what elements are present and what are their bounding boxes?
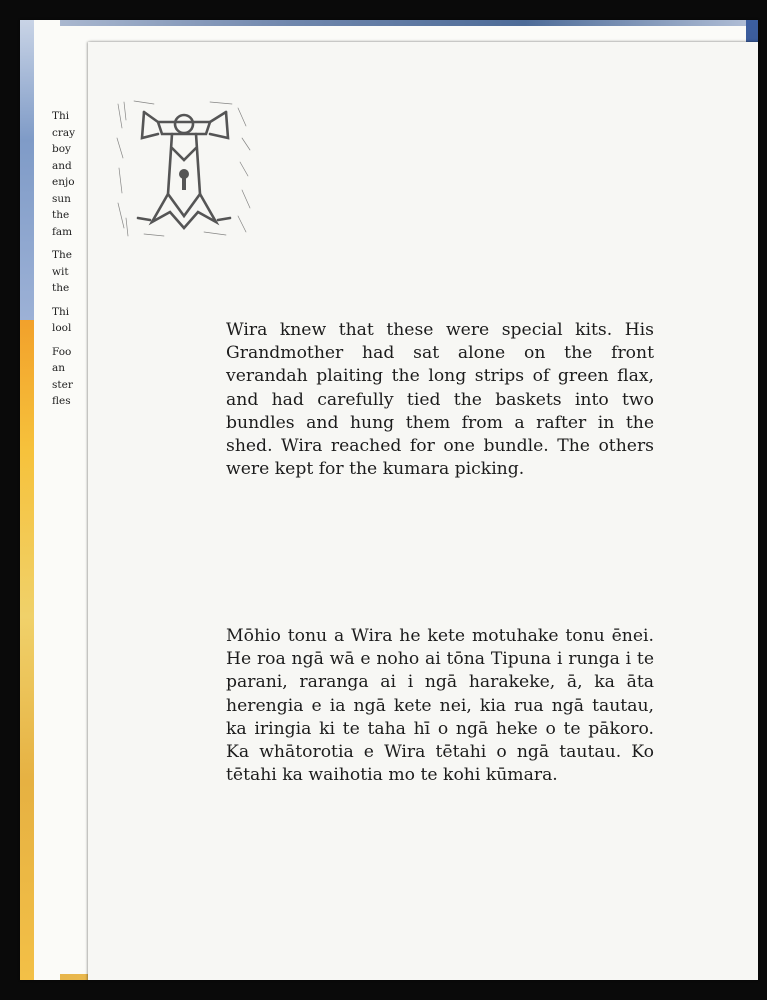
flap-line: fles <box>52 395 71 407</box>
carved-figure-icon <box>114 98 254 238</box>
flap-line: lool <box>52 322 72 334</box>
flap-line: The <box>52 249 72 261</box>
cover-edge-yellow <box>20 320 34 980</box>
flap-line: wit <box>52 265 69 278</box>
flap-line: sun <box>52 192 71 205</box>
book-cover <box>20 20 758 980</box>
flap-line: the <box>52 282 70 294</box>
cover-top-edge <box>60 20 758 26</box>
flap-line: Thi <box>52 305 70 318</box>
book-page <box>88 42 758 980</box>
flap-line: and <box>52 159 72 172</box>
flap-line: Thi <box>52 110 70 122</box>
flap-line: an <box>52 362 66 374</box>
paragraph-english: Wira knew that these were special kits. His Grandmother had sat alone on the front verandah plaiting the long strips of green flax, and had carefully tied the baskets into two bundles and hung them from a rafter in the shed. Wira reached for one bundle. The others were kept for the kumara picking. <box>226 320 654 480</box>
flap-line: ster <box>52 378 73 391</box>
cover-edge-blue <box>20 20 34 320</box>
flap-line: boy <box>52 143 71 155</box>
flap-line: Foo <box>52 345 72 358</box>
flap-line: cray <box>52 126 76 139</box>
flap-line: fam <box>52 225 73 238</box>
paragraph-maori: Mōhio tonu a Wira he kete motuhake tonu ēnei. He roa ngā wā e noho ai tōna Tipuna i runga i te parani, raranga ai i ngā harakeke, ā, ka āta herengia e ia ngā kete nei, kia rua ngā tautau, ka iringia ki te taha hī o ngā heke o te pākoro. Ka whātorotia e Wira tētahi o ngā tautau. Ko tētahi ka waihotia mo te kohi kūmara. <box>226 626 654 786</box>
flap-line: enjo <box>52 176 75 188</box>
flap-line: the <box>52 209 70 221</box>
